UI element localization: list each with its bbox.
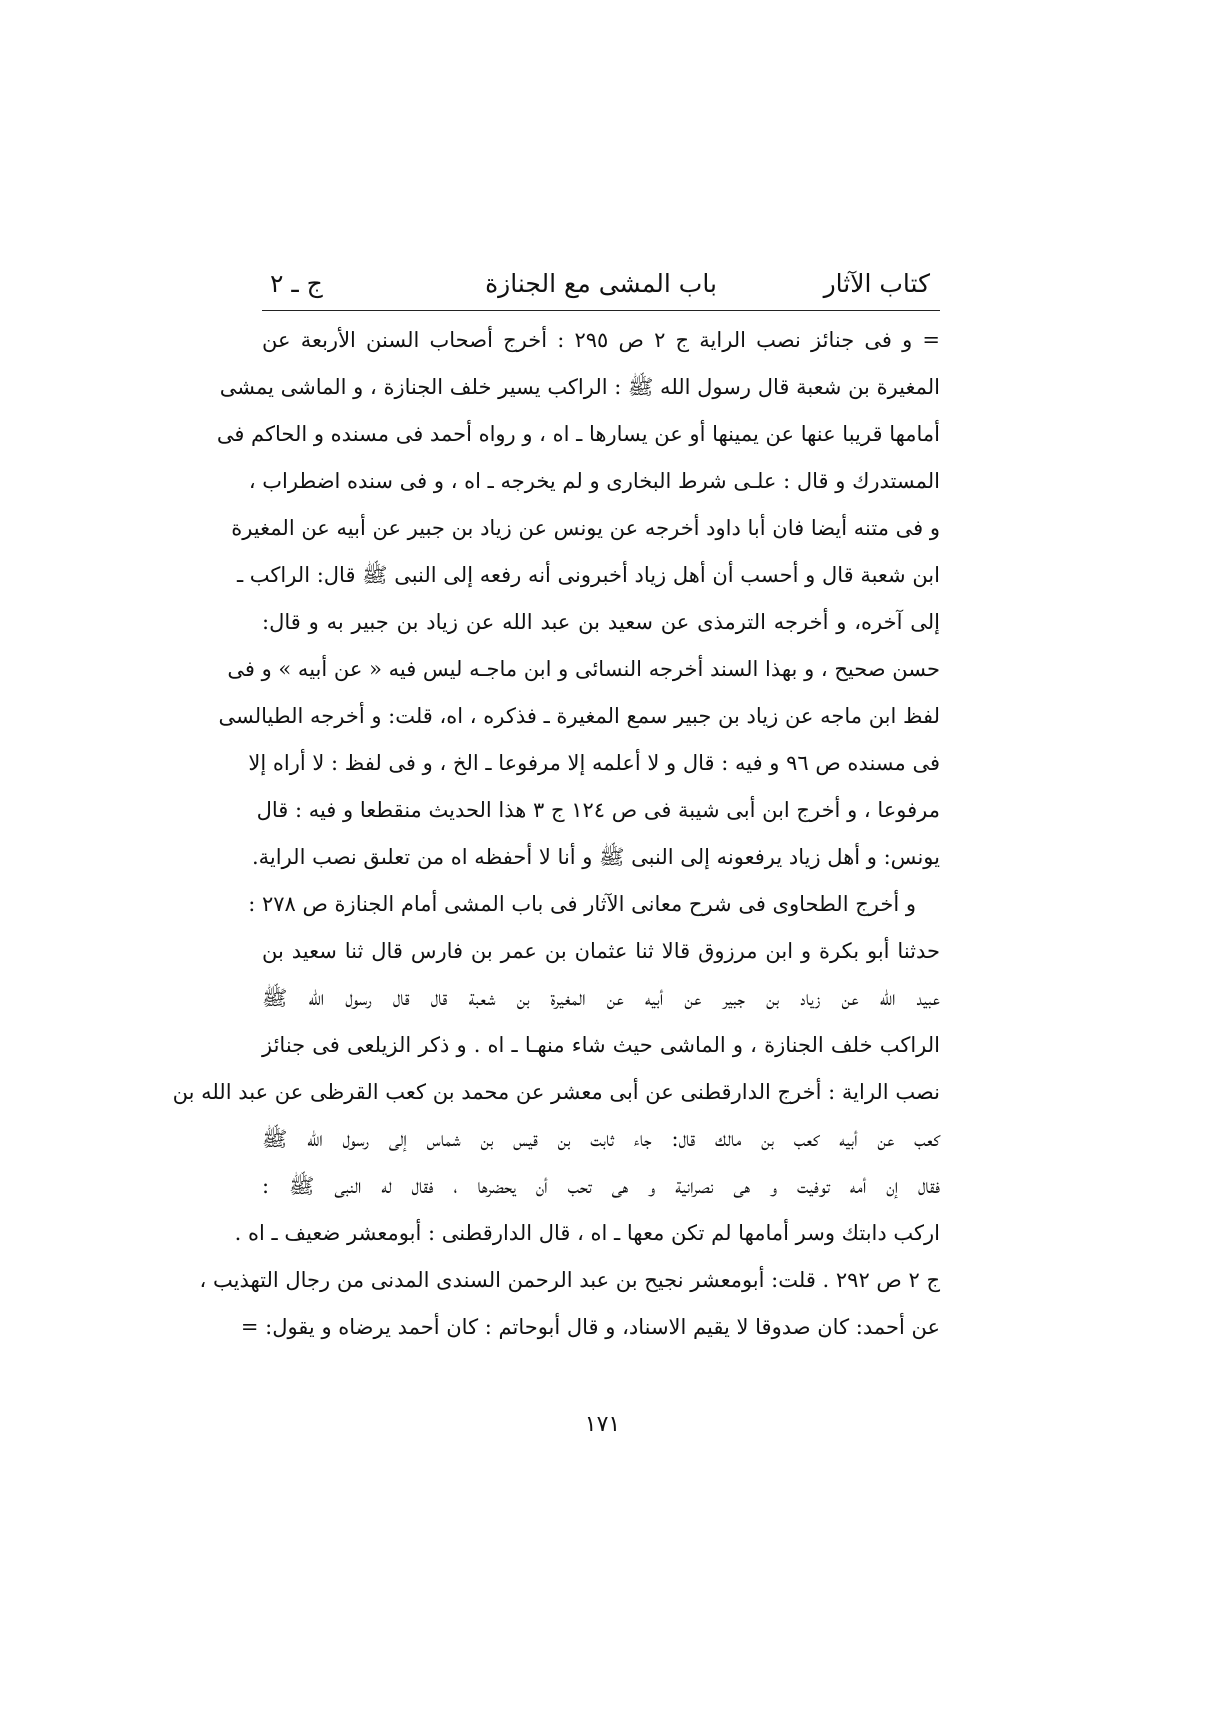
- body-text: [172, 317, 940, 1351]
- text-line: لفظ ابن ماجه عن زياد بن جبير سمع المغيرة ـ فذكره ، اه، قلت: و أخرجه الطيالسى: [218, 704, 940, 728]
- text-line: و فى متنه أيضا فان أبا داود أخرجه عن يونس عن زياد بن جبير عن أبيه عن المغيرة: [231, 516, 940, 540]
- text-line: أمامها قريبا عنها عن يمينها أو عن يسارها ـ اه ، و رواه أحمد فى مسنده و الحاكم فى: [216, 422, 940, 446]
- chapter-title: باب المشى مع الجنازة: [485, 269, 717, 298]
- text-line: عبيد الله عن زياد بن جبير عن أبيه عن المغيرة بن شعبة قال قال رسول الله ﷺ: [262, 986, 940, 1010]
- text-line: الراكب خلف الجنازة ، و الماشى حيث شاء منهـا ـ اه . و ذكر الزيلعى فى جنائز: [262, 1033, 940, 1057]
- text-line: اركب دابتك وسر أمامها لم تكن معها ـ اه ، قال الدارقطنى : أبومعشر ضعيف ـ اه .: [234, 1221, 940, 1245]
- text-line: حدثنا أبو بكرة و ابن مرزوق قالا ثنا عثمان بن عمر بن فارس قال ثنا سعيد بن: [262, 939, 940, 963]
- text-line: فى مسنده ص ٩٦ و فيه : قال و لا أعلمه إلا مرفوعا ـ الخ ، و فى لفظ : لا أراه إلا: [248, 751, 940, 775]
- page-number: ١٧١: [584, 1412, 621, 1437]
- text-line: عن أحمد: كان صدوقا لا يقيم الاسناد، و قال أبوحاتم : كان أحمد يرضاه و يقول: =: [240, 1315, 940, 1339]
- document-page: [172, 258, 940, 1351]
- volume-label: ج ـ ٢: [270, 269, 323, 298]
- text-line: و أخرج الطحاوى فى شرح معانى الآثار فى باب المشى أمام الجنازة ص ٢٧٨ :: [248, 892, 916, 916]
- text-line: المستدرك و قال : علـى شرط البخارى و لم يخرجه ـ اه ، و فى سنده اضطراب ،: [248, 469, 940, 493]
- text-line: مرفوعا ، و أخرج ابن أبى شيبة فى ص ١٢٤ ج ٣ هذا الحديث منقطعا و فيه : قال: [256, 798, 940, 822]
- book-title: كتاب الآثار: [823, 269, 930, 298]
- text-line: ج ٢ ص ٢٩٢ . قلت: أبومعشر نجيح بن عبد الرحمن السندى المدنى من رجال التهذيب ،: [199, 1268, 940, 1292]
- text-line: كعب عن أبيه كعب بن مالك قال: جاء ثابت بن قيس بن شماس إلى رسول الله ﷺ: [262, 1127, 940, 1151]
- text-line: يونس: و أهل زياد يرفعونه إلى النبى ﷺ و أنا لا أحفظه اه من تعلىق نصب الراية.: [251, 845, 940, 869]
- text-line: نصب الراية : أخرج الدارقطنى عن أبى معشر عن محمد بن كعب القرظى عن عبد الله بن: [172, 1080, 940, 1104]
- text-line: ابن شعبة قال و أحسب أن أهل زياد أخبرونى أنه رفعه إلى النبى ﷺ قال: الراكب ـ: [236, 563, 940, 587]
- text-line: فقال إن أمه توفيت و هى نصرانية و هى تحب أن يحضرها ، فقال له النبى ﷺ :: [262, 1174, 940, 1198]
- running-header: [262, 258, 940, 310]
- text-line: المغيرة بن شعبة قال رسول الله ﷺ : الراكب يسير خلف الجنازة ، و الماشى يمشى: [219, 375, 940, 399]
- header-divider: [262, 310, 940, 311]
- text-line: = و فى جنائز نصب الراية ج ٢ ص ٢٩٥ : أخرج أصحاب السنن الأربعة عن: [262, 328, 940, 352]
- text-line: حسن صحيح ، و بهذا السند أخرجه النسائى و ابن ماجـه ليس فيه « عن أبيه » و فى: [227, 657, 940, 681]
- text-line: إلى آخره، و أخرجه الترمذى عن سعيد بن عبد الله عن زياد بن جبير به و قال:: [262, 610, 940, 634]
